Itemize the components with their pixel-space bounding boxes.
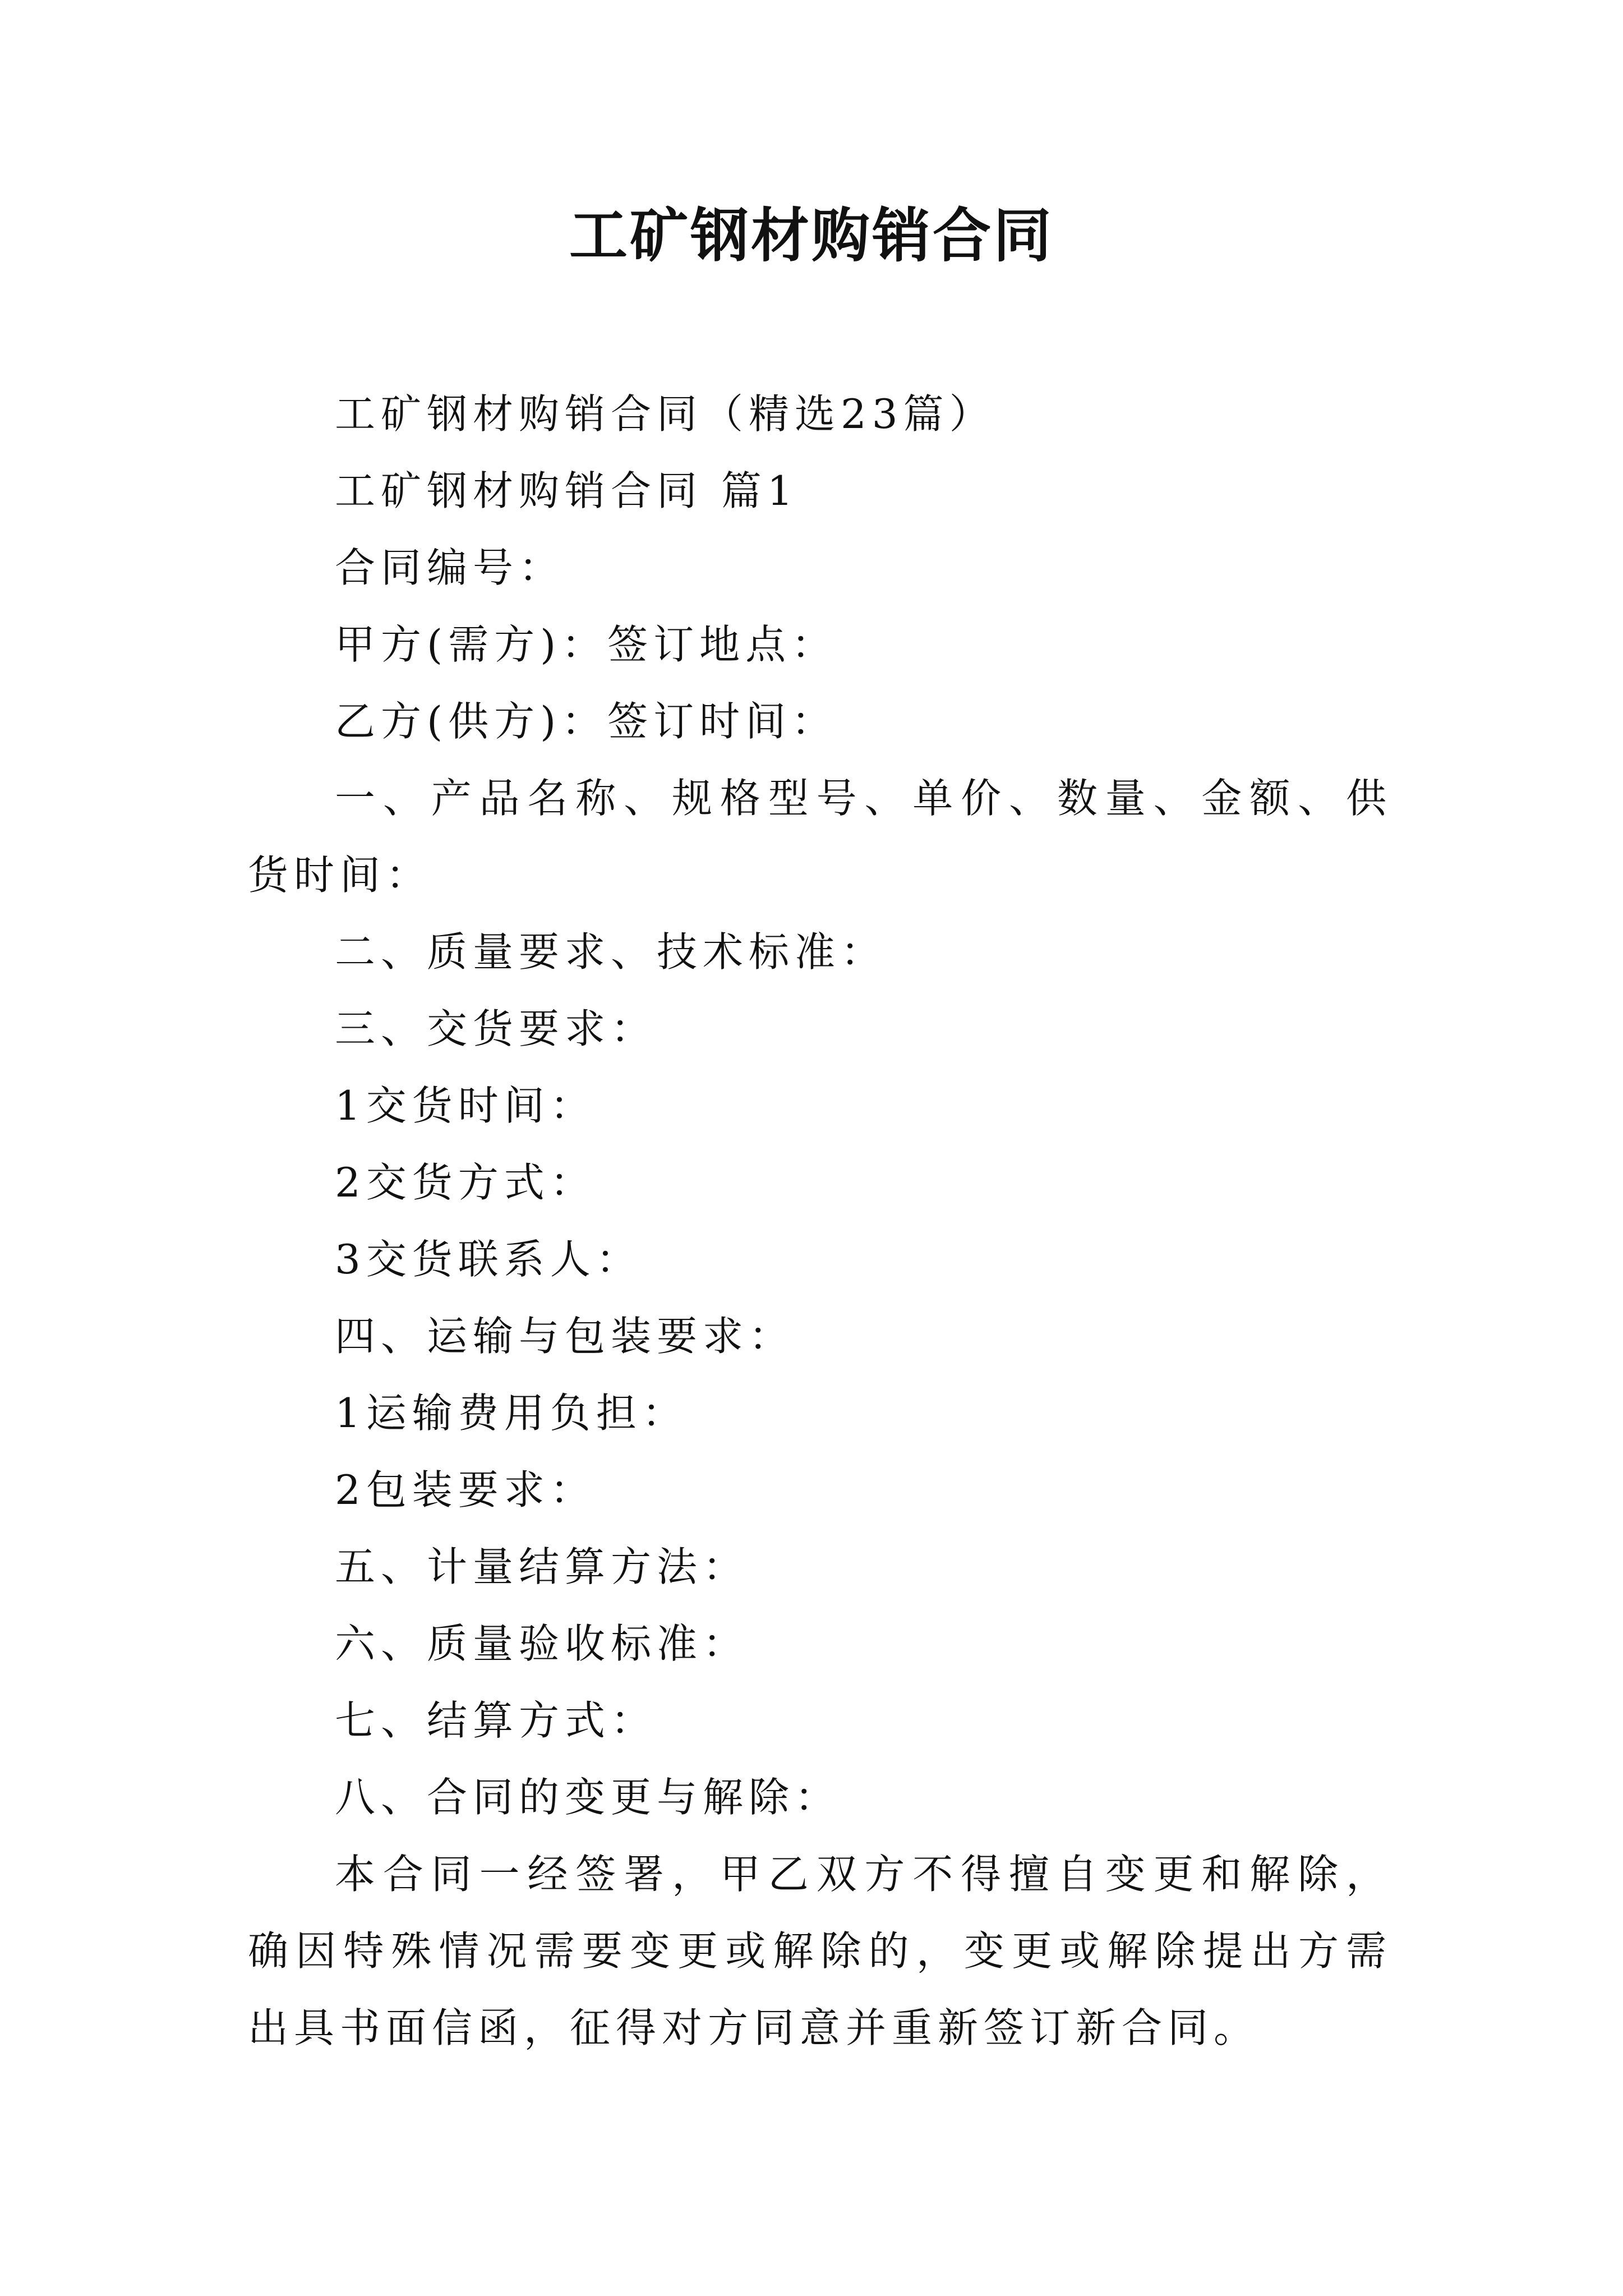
clause-payment: 七、结算方式： (335, 1697, 657, 1744)
delivery-contact-line: 3交货联系人： (335, 1236, 642, 1283)
party-b-line: 乙方(供方)：签订时间： (335, 698, 838, 745)
contract-number-line: 合同编号： (335, 544, 565, 591)
transport-cost-line: 1运输费用负担： (335, 1389, 688, 1437)
document-title: 工矿钢材购销合同 (569, 201, 1054, 270)
clause-settlement-method: 五、计量结算方法： (335, 1543, 749, 1590)
packaging-line: 2包装要求： (335, 1466, 596, 1513)
delivery-time-line: 1交货时间： (335, 1082, 596, 1129)
change-termination-text: 本合同一经签署，甲乙双方不得擅自变更和解除，确因特殊情况需要变更或解除的，变更或解除提出方需出具书面信函，征得对方同意并重新签订新合同。 (248, 1851, 1392, 2051)
clause-transport: 四、运输与包装要求： (335, 1313, 795, 1360)
clause-product-info: 一、产品名称、规格型号、单价、数量、金额、供货时间： (248, 775, 1392, 899)
document-body (248, 376, 1392, 2067)
delivery-method-line: 2交货方式： (335, 1159, 596, 1206)
party-a-line: 甲方(需方)：签订地点： (335, 621, 838, 668)
clause-quality: 二、质量要求、技术标准： (335, 928, 887, 976)
section-heading: 工矿钢材购销合同 篇1 (335, 467, 799, 514)
subtitle-paragraph: 工矿钢材购销合同（精选23篇） (335, 390, 995, 438)
clause-delivery: 三、交货要求： (335, 1005, 657, 1052)
clause-change-termination: 八、合同的变更与解除： (335, 1774, 841, 1821)
clause-acceptance: 六、质量验收标准： (335, 1620, 749, 1667)
